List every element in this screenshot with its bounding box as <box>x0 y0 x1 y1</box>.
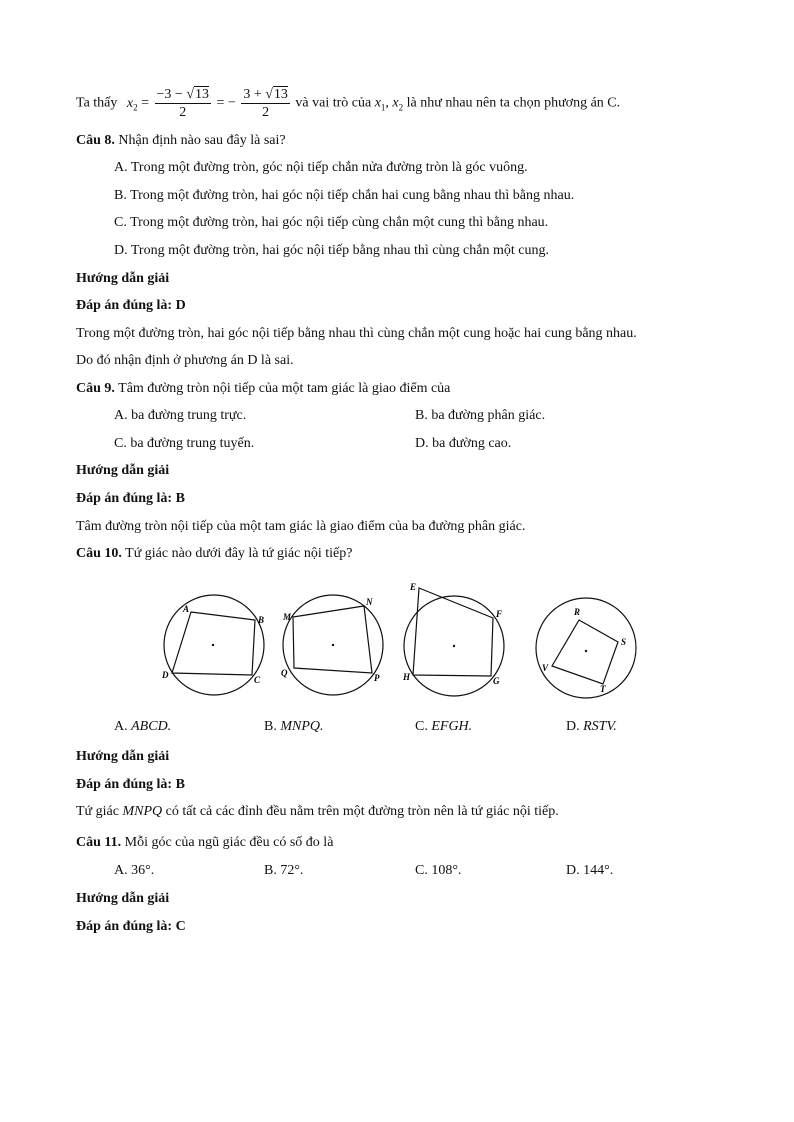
q9-explain: Tâm đường tròn nội tiếp của một tam giác là giao điểm của ba đường phân giác. <box>76 519 526 534</box>
q10-answer: Đáp án đúng là: B <box>76 777 185 792</box>
figure-efgh <box>404 588 504 696</box>
q10-guide-heading: Hướng dẫn giải <box>76 749 170 764</box>
label-d: D <box>162 670 169 680</box>
label-t: T <box>600 684 606 694</box>
q11-option-c: C. 108°. <box>415 863 462 878</box>
equals-minus: = − <box>216 95 236 111</box>
q10-figures <box>150 578 650 703</box>
label-q: Q <box>281 668 288 678</box>
q8-explain-2: Do đó nhận định ở phương án D là sai. <box>76 353 294 368</box>
q10-option-a: A. ABCD. <box>114 719 172 734</box>
subscript: 2 <box>133 102 138 113</box>
q9-answer: Đáp án đúng là: B <box>76 491 185 506</box>
q11-question: Câu 11. Mỗi góc của ngũ giác đều có số đo là <box>76 835 334 850</box>
q10-explain: Tứ giác MNPQ có tất cả các đỉnh đều nằm trên một đường tròn nên là tứ giác nội tiếp. <box>76 804 559 819</box>
center-dot <box>332 644 334 646</box>
label-e: E <box>410 582 417 592</box>
fraction-2: $\frac{3 + √13}{2}$ <box>243 87 288 120</box>
q8-answer: Đáp án đúng là: D <box>76 298 186 313</box>
q11-guide-heading: Hướng dẫn giải <box>76 891 170 906</box>
label-r: R <box>574 607 581 617</box>
q8-guide-heading: Hướng dẫn giải <box>76 271 170 286</box>
label-a: A <box>183 604 190 614</box>
q9-option-b: B. ba đường phân giác. <box>415 408 546 423</box>
q10-question: Câu 10. Tứ giác nào dưới đây là tứ giác nội tiếp? <box>76 546 353 561</box>
q11-answer: Đáp án đúng là: C <box>76 919 186 934</box>
q10-option-c: C. EFGH. <box>415 719 473 734</box>
center-dot <box>585 650 587 652</box>
q8-option-b: B. Trong một đường tròn, hai góc nội tiếp chắn hai cung bằng nhau thì bằng nhau. <box>114 188 575 203</box>
q8-question: Câu 8. Nhận định nào sau đây là sai? <box>76 133 286 148</box>
q9-question: Câu 9. Tâm đường tròn nội tiếp của một tam giác là giao điểm của <box>76 381 451 396</box>
label-h: H <box>403 672 411 682</box>
fraction-1: $\frac{-3 - √13}{2}$ <box>156 87 210 120</box>
q11-option-b: B. 72°. <box>264 863 304 878</box>
label-g: G <box>493 676 500 686</box>
q9-guide-heading: Hướng dẫn giải <box>76 463 170 478</box>
intro-text: Ta thấy <box>76 95 118 111</box>
q8-option-c: C. Trong một đường tròn, hai góc nội tiếp cùng chắn một cung thì bằng nhau. <box>114 215 549 230</box>
center-dot <box>453 645 455 647</box>
q8-option-a: A. Trong một đường tròn, góc nội tiếp chắn nửa đường tròn là góc vuông. <box>114 160 528 175</box>
label-v: V <box>542 663 549 673</box>
label-c: C <box>254 675 261 685</box>
var-x: x <box>126 95 134 111</box>
label-p: P <box>374 673 380 683</box>
label-s: S <box>621 637 627 647</box>
label-f: F <box>496 609 503 619</box>
q11-option-d: D. 144°. <box>566 863 614 878</box>
q8-option-d: D. Trong một đường tròn, hai góc nội tiếp bằng nhau thì cùng chắn một cung. <box>114 243 549 258</box>
label-n: N <box>366 597 373 607</box>
q9-option-d: D. ba đường cao. <box>415 436 512 451</box>
figure-rstv <box>536 598 636 698</box>
intro-line: Ta thấy $x_2$ = $\frac{-3 - √13}{2}$ = − $\frac{3 + √13}{2}$ và vai trò của $x_1$, $x_2$ là như nhau nên ta chọn phương án C. <box>76 87 621 120</box>
q11-option-a: A. 36°. <box>114 863 155 878</box>
equals: = <box>141 95 150 111</box>
q9-option-c: C. ba đường trung tuyến. <box>114 436 255 451</box>
q10-option-b: B. MNPQ. <box>264 719 324 734</box>
center-dot <box>212 644 214 646</box>
label-m: M <box>283 612 292 622</box>
q8-explain-1: Trong một đường tròn, hai góc nội tiếp bằng nhau thì cùng chắn một cung hoặc hai cung bằng nhau. <box>76 326 637 341</box>
q9-option-a: A. ba đường trung trực. <box>114 408 247 423</box>
q10-option-d: D. RSTV. <box>566 719 617 734</box>
label-b: B <box>258 615 265 625</box>
